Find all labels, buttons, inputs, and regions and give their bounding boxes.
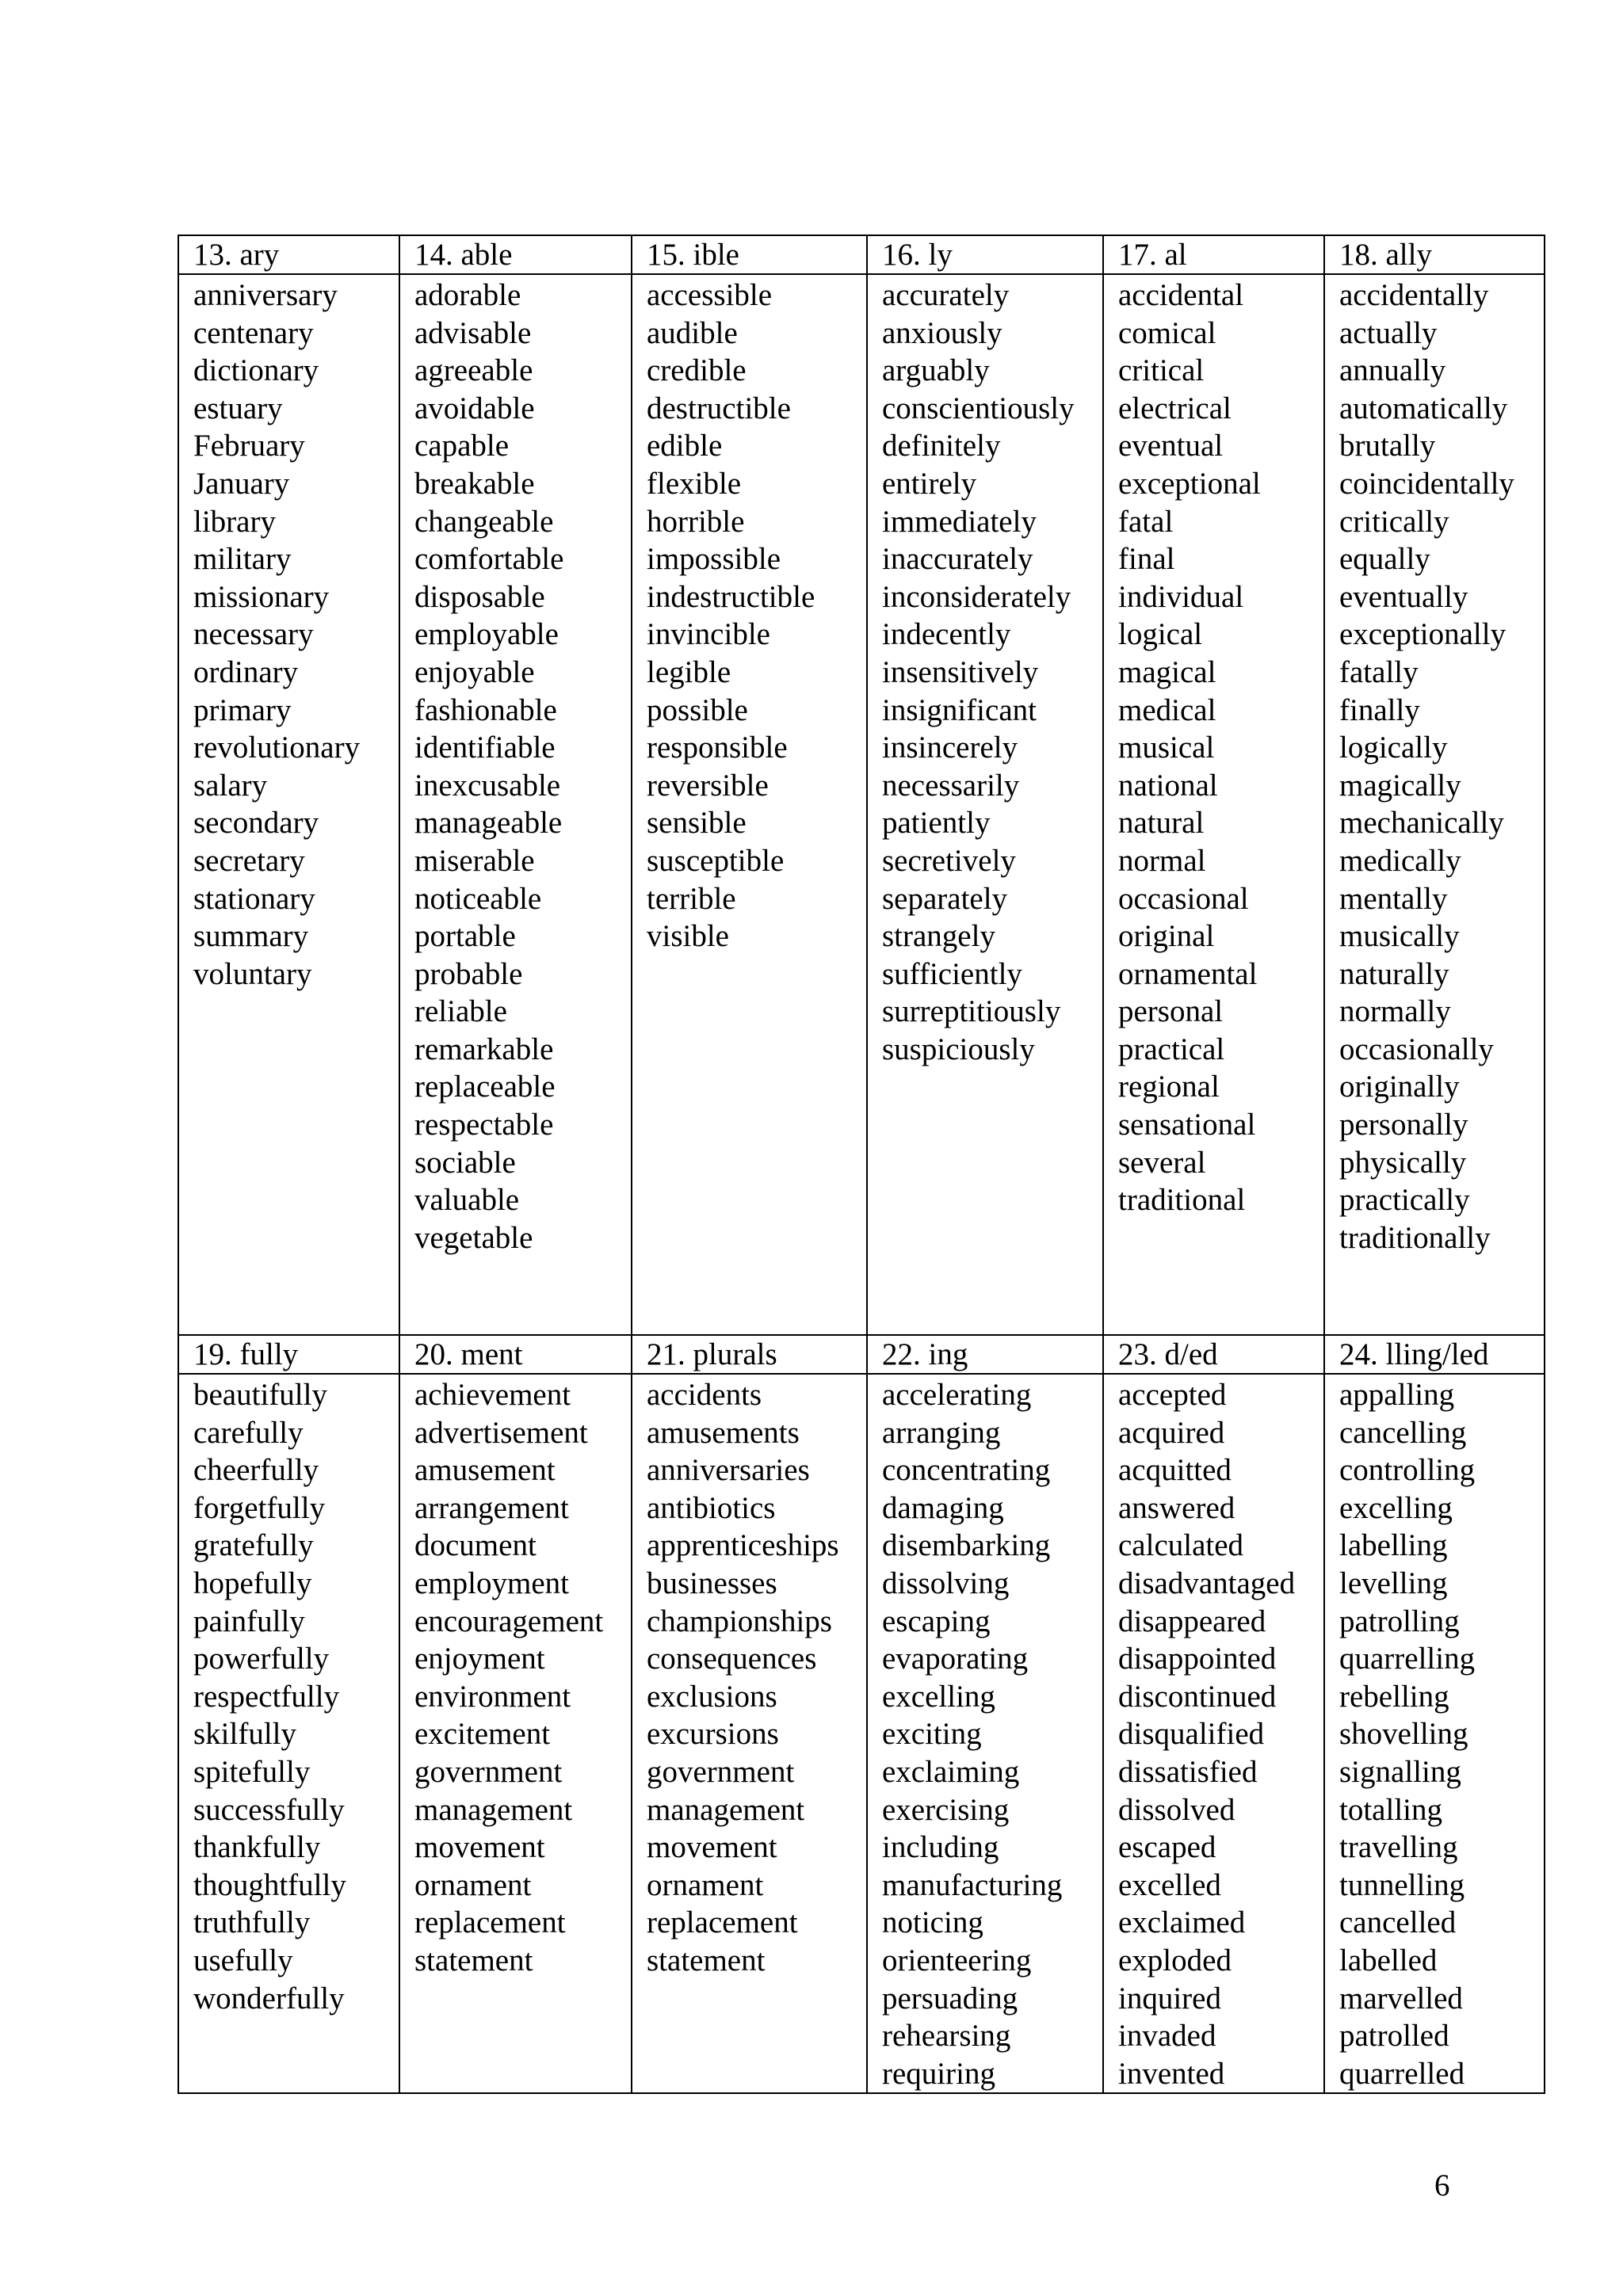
word-item: capable xyxy=(414,429,510,463)
word-item: musically xyxy=(1339,919,1460,954)
word-item: reliable xyxy=(414,994,507,1029)
word-item: cheerfully xyxy=(193,1453,319,1488)
word-item: anniversaries xyxy=(647,1453,810,1488)
word-item: sensible xyxy=(647,806,747,841)
word-item: labelling xyxy=(1339,1528,1448,1563)
word-item: calculated xyxy=(1118,1528,1244,1563)
word-item: entirely xyxy=(882,466,977,501)
word-item: manageable xyxy=(414,806,563,841)
word-item: cancelling xyxy=(1339,1415,1467,1450)
word-item: final xyxy=(1118,542,1175,577)
word-item: disappointed xyxy=(1118,1642,1277,1676)
word-list-cell xyxy=(1324,274,1545,1335)
word-item: changeable xyxy=(414,504,554,539)
word-item: escaped xyxy=(1118,1830,1216,1865)
word-item: suspiciously xyxy=(882,1032,1035,1066)
word-list-cell xyxy=(178,1374,399,2093)
word-item: primary xyxy=(193,692,292,727)
word-item: spitefully xyxy=(193,1754,311,1789)
word-item: disappeared xyxy=(1118,1604,1266,1638)
word-item: fatal xyxy=(1118,504,1174,539)
word-item: annually xyxy=(1339,353,1446,388)
word-row-2 xyxy=(178,1374,1545,2093)
word-item: several xyxy=(1118,1145,1206,1180)
word-list-cell xyxy=(867,274,1103,1335)
word-item: hopefully xyxy=(193,1566,312,1600)
word-item: disembarking xyxy=(882,1528,1051,1563)
word-item: appalling xyxy=(1339,1378,1455,1412)
word-item: answered xyxy=(1118,1490,1235,1525)
column-header: 19. fully xyxy=(178,1335,399,1374)
word-list-cell xyxy=(399,274,632,1335)
word-item: occasionally xyxy=(1339,1032,1494,1066)
word-item: accessible xyxy=(647,278,773,312)
word-item: visible xyxy=(647,919,729,954)
word-item: achievement xyxy=(414,1378,571,1412)
word-item: signalling xyxy=(1339,1754,1461,1789)
spelling-table xyxy=(178,235,1545,2094)
word-item: inexcusable xyxy=(414,768,561,803)
word-item: strangely xyxy=(882,919,995,954)
word-item: surreptitiously xyxy=(882,994,1061,1029)
word-item: edible xyxy=(647,429,723,463)
word-item: dissolved xyxy=(1118,1792,1235,1827)
word-item: estuary xyxy=(193,391,283,425)
column-header: 14. able xyxy=(399,235,632,274)
word-item: environment xyxy=(414,1679,571,1714)
word-item: replacement xyxy=(414,1905,566,1940)
word-item: usefully xyxy=(193,1943,293,1978)
word-item: traditionally xyxy=(1339,1220,1491,1255)
word-item: requiring xyxy=(882,2056,995,2091)
word-item: respectable xyxy=(414,1108,554,1142)
word-item: credible xyxy=(647,353,747,388)
word-item: document xyxy=(414,1528,537,1563)
word-item: logically xyxy=(1339,730,1448,765)
word-item: replacement xyxy=(647,1905,798,1940)
word-item: audible xyxy=(647,315,738,350)
word-item: skilfully xyxy=(193,1717,297,1752)
word-item: consequences xyxy=(647,1642,817,1676)
word-list-cell xyxy=(1103,1374,1324,2093)
word-item: accidents xyxy=(647,1378,762,1412)
word-item: replaceable xyxy=(414,1070,556,1104)
word-item: original xyxy=(1118,919,1215,954)
word-item: advertisement xyxy=(414,1415,588,1450)
column-header: 20. ment xyxy=(399,1335,632,1374)
word-item: practical xyxy=(1118,1032,1225,1066)
word-list-cell xyxy=(632,274,867,1335)
word-item: terrible xyxy=(647,881,736,916)
word-item: movement xyxy=(414,1830,545,1865)
word-item: dictionary xyxy=(193,353,319,388)
word-item: medical xyxy=(1118,692,1216,727)
word-item: identifiable xyxy=(414,730,556,765)
word-item: invaded xyxy=(1118,2019,1216,2054)
word-list-cell xyxy=(1324,1374,1545,2093)
word-item: regional xyxy=(1118,1070,1220,1104)
word-item: insensitively xyxy=(882,654,1039,689)
column-header: 15. ible xyxy=(632,235,867,274)
word-item: sufficiently xyxy=(882,956,1022,991)
word-item: truthfully xyxy=(193,1905,311,1940)
word-item: stationary xyxy=(193,881,315,916)
word-item: eventually xyxy=(1339,579,1468,614)
column-header: 17. al xyxy=(1103,235,1324,274)
word-item: insincerely xyxy=(882,730,1018,765)
word-item: exclaiming xyxy=(882,1754,1020,1789)
word-item: comical xyxy=(1118,315,1216,350)
word-item: disposable xyxy=(414,579,545,614)
word-item: arguably xyxy=(882,353,990,388)
word-item: quarrelled xyxy=(1339,2056,1465,2091)
word-item: coincidentally xyxy=(1339,466,1514,501)
word-list-cell xyxy=(399,1374,632,2093)
word-item: powerfully xyxy=(193,1642,330,1676)
word-item: dissolving xyxy=(882,1566,1010,1600)
word-item: businesses xyxy=(647,1566,777,1600)
word-item: noticing xyxy=(882,1905,983,1940)
word-item: miserable xyxy=(414,843,535,878)
word-item: eventual xyxy=(1118,429,1224,463)
word-list-cell xyxy=(178,274,399,1335)
word-item: impossible xyxy=(647,542,781,577)
word-item: shovelling xyxy=(1339,1717,1468,1752)
word-item: indestructible xyxy=(647,579,815,614)
word-item: exceptional xyxy=(1118,466,1261,501)
word-item: secondary xyxy=(193,806,319,841)
word-item: missionary xyxy=(193,579,330,614)
word-item: automatically xyxy=(1339,391,1508,425)
word-item: persuading xyxy=(882,1981,1018,2016)
word-item: avoidable xyxy=(414,391,535,425)
word-item: actually xyxy=(1339,315,1438,350)
word-item: logical xyxy=(1118,617,1203,652)
word-item: accidentally xyxy=(1339,278,1489,312)
word-item: insignificant xyxy=(882,692,1037,727)
word-item: respectfully xyxy=(193,1679,340,1714)
word-item: orienteering xyxy=(882,1943,1032,1978)
word-item: national xyxy=(1118,768,1218,803)
word-item: reversible xyxy=(647,768,769,803)
word-item: brutally xyxy=(1339,429,1436,463)
word-item: painfully xyxy=(193,1604,305,1638)
word-item: forgetfully xyxy=(193,1490,326,1525)
word-item: wonderfully xyxy=(193,1981,345,2016)
word-item: traditional xyxy=(1118,1183,1246,1218)
word-item: breakable xyxy=(414,466,535,501)
word-item: voluntary xyxy=(193,956,312,991)
word-item: mechanically xyxy=(1339,806,1504,841)
word-item: marvelled xyxy=(1339,1981,1463,2016)
word-item: originally xyxy=(1339,1070,1460,1104)
word-item: patrolling xyxy=(1339,1604,1460,1638)
word-item: valuable xyxy=(414,1183,520,1218)
word-item: controlling xyxy=(1339,1453,1476,1488)
word-item: anxiously xyxy=(882,315,1002,350)
word-item: management xyxy=(414,1792,573,1827)
word-list-cell xyxy=(1103,274,1324,1335)
word-item: mentally xyxy=(1339,881,1448,916)
word-item: separately xyxy=(882,881,1008,916)
word-item: exploded xyxy=(1118,1943,1232,1978)
word-item: flexible xyxy=(647,466,742,501)
word-item: evaporating xyxy=(882,1642,1029,1676)
word-item: government xyxy=(414,1754,563,1789)
word-item: arrangement xyxy=(414,1490,569,1525)
word-item: ornamental xyxy=(1118,956,1258,991)
word-item: medically xyxy=(1339,843,1461,878)
word-list-cell xyxy=(632,1374,867,2093)
word-item: inconsiderately xyxy=(882,579,1071,614)
word-item: individual xyxy=(1118,579,1244,614)
word-item: advisable xyxy=(414,315,532,350)
word-item: practically xyxy=(1339,1183,1470,1218)
word-item: employment xyxy=(414,1566,569,1600)
word-item: conscientiously xyxy=(882,391,1075,425)
word-item: invented xyxy=(1118,2056,1225,2091)
word-item: disqualified xyxy=(1118,1717,1265,1752)
word-item: ordinary xyxy=(193,654,299,689)
word-row-1 xyxy=(178,274,1545,1335)
word-item: tunnelling xyxy=(1339,1867,1465,1902)
word-item: responsible xyxy=(647,730,788,765)
word-item: amusement xyxy=(414,1453,556,1488)
word-item: fatally xyxy=(1339,654,1419,689)
word-item: excelling xyxy=(1339,1490,1453,1525)
word-item: antibiotics xyxy=(647,1490,776,1525)
word-item: secretary xyxy=(193,843,305,878)
word-item: comfortable xyxy=(414,542,564,577)
word-item: vegetable xyxy=(414,1220,533,1255)
word-item: excelling xyxy=(882,1679,995,1714)
word-item: gratefully xyxy=(193,1528,314,1563)
word-item: excelled xyxy=(1118,1867,1221,1902)
word-item: normally xyxy=(1339,994,1451,1029)
word-item: January xyxy=(193,466,290,501)
word-item: enjoyment xyxy=(414,1642,545,1676)
word-item: levelling xyxy=(1339,1566,1448,1600)
word-item: magical xyxy=(1118,654,1216,689)
word-item: immediately xyxy=(882,504,1037,539)
word-item: enjoyable xyxy=(414,654,535,689)
column-header: 18. ally xyxy=(1324,235,1545,274)
word-item: indecently xyxy=(882,617,1011,652)
word-item: February xyxy=(193,429,305,463)
column-header: 16. ly xyxy=(867,235,1103,274)
word-item: apprenticeships xyxy=(647,1528,839,1563)
word-item: totalling xyxy=(1339,1792,1442,1827)
word-item: personal xyxy=(1118,994,1224,1029)
word-item: statement xyxy=(647,1943,766,1978)
word-item: critically xyxy=(1339,504,1449,539)
word-item: sensational xyxy=(1118,1108,1256,1142)
column-header: 23. d/ed xyxy=(1103,1335,1324,1374)
word-item: inaccurately xyxy=(882,542,1033,577)
word-item: amusements xyxy=(647,1415,800,1450)
word-item: management xyxy=(647,1792,805,1827)
word-item: discontinued xyxy=(1118,1679,1277,1714)
word-item: centenary xyxy=(193,315,314,350)
word-item: natural xyxy=(1118,806,1205,841)
word-item: noticeable xyxy=(414,881,542,916)
word-item: revolutionary xyxy=(193,730,361,765)
word-item: thoughtfully xyxy=(193,1867,346,1902)
page-number: 6 xyxy=(1434,2168,1450,2203)
header-row-1 xyxy=(178,235,1545,274)
word-item: portable xyxy=(414,919,516,954)
word-item: magically xyxy=(1339,768,1461,803)
word-item: acquired xyxy=(1118,1415,1225,1450)
word-item: employable xyxy=(414,617,559,652)
word-item: musical xyxy=(1118,730,1215,765)
word-item: military xyxy=(193,542,292,577)
word-item: acquitted xyxy=(1118,1453,1232,1488)
word-item: possible xyxy=(647,692,748,727)
word-item: occasional xyxy=(1118,881,1249,916)
word-item: statement xyxy=(414,1943,533,1978)
word-item: anniversary xyxy=(193,278,338,312)
word-item: escaping xyxy=(882,1604,991,1638)
word-item: successfully xyxy=(193,1792,345,1827)
word-item: arranging xyxy=(882,1415,1001,1450)
word-item: exercising xyxy=(882,1792,1010,1827)
word-item: concentrating xyxy=(882,1453,1051,1488)
word-item: critical xyxy=(1118,353,1205,388)
word-item: travelling xyxy=(1339,1830,1458,1865)
word-item: definitely xyxy=(882,429,1001,463)
word-item: exclusions xyxy=(647,1679,777,1714)
word-item: salary xyxy=(193,768,268,803)
word-item: exceptionally xyxy=(1339,617,1507,652)
word-item: agreeable xyxy=(414,353,533,388)
word-item: cancelled xyxy=(1339,1905,1457,1940)
word-item: library xyxy=(193,504,276,539)
word-item: movement xyxy=(647,1830,777,1865)
word-item: necessarily xyxy=(882,768,1020,803)
word-item: electrical xyxy=(1118,391,1232,425)
word-item: damaging xyxy=(882,1490,1004,1525)
word-item: manufacturing xyxy=(882,1867,1063,1902)
word-item: encouragement xyxy=(414,1604,604,1638)
column-header: 21. plurals xyxy=(632,1335,867,1374)
word-item: championships xyxy=(647,1604,832,1638)
word-item: inquired xyxy=(1118,1981,1221,2016)
word-item: patrolled xyxy=(1339,2019,1449,2054)
column-header: 22. ing xyxy=(867,1335,1103,1374)
word-item: carefully xyxy=(193,1415,304,1450)
word-item: patiently xyxy=(882,806,991,841)
word-item: remarkable xyxy=(414,1032,554,1066)
word-item: rehearsing xyxy=(882,2019,1011,2054)
word-item: beautifully xyxy=(193,1378,327,1412)
word-item: adorable xyxy=(414,278,521,312)
word-item: excursions xyxy=(647,1717,779,1752)
word-item: normal xyxy=(1118,843,1206,878)
word-item: government xyxy=(647,1754,795,1789)
word-item: including xyxy=(882,1830,999,1865)
word-item: necessary xyxy=(193,617,314,652)
word-item: personally xyxy=(1339,1108,1468,1142)
word-item: destructible xyxy=(647,391,791,425)
word-item: excitement xyxy=(414,1717,551,1752)
word-item: equally xyxy=(1339,542,1430,577)
word-item: legible xyxy=(647,654,731,689)
word-list-cell xyxy=(867,1374,1103,2093)
word-item: ornament xyxy=(414,1867,532,1902)
header-row-2 xyxy=(178,1335,1545,1374)
column-header: 24. lling/led xyxy=(1324,1335,1545,1374)
word-item: rebelling xyxy=(1339,1679,1449,1714)
word-item: accepted xyxy=(1118,1378,1227,1412)
word-item: accelerating xyxy=(882,1378,1032,1412)
word-item: disadvantaged xyxy=(1118,1566,1296,1600)
column-header: 13. ary xyxy=(178,235,399,274)
word-item: horrible xyxy=(647,504,745,539)
word-item: exclaimed xyxy=(1118,1905,1246,1940)
word-item: dissatisfied xyxy=(1118,1754,1258,1789)
word-item: accidental xyxy=(1118,278,1244,312)
word-item: labelled xyxy=(1339,1943,1438,1978)
word-item: secretively xyxy=(882,843,1016,878)
word-item: exciting xyxy=(882,1717,982,1752)
word-item: probable xyxy=(414,956,523,991)
word-item: sociable xyxy=(414,1145,516,1180)
word-item: quarrelling xyxy=(1339,1642,1476,1676)
word-item: thankfully xyxy=(193,1830,321,1865)
word-item: naturally xyxy=(1339,956,1449,991)
word-item: finally xyxy=(1339,692,1420,727)
word-item: physically xyxy=(1339,1145,1467,1180)
word-item: ornament xyxy=(647,1867,764,1902)
word-item: fashionable xyxy=(414,692,557,727)
word-item: susceptible xyxy=(647,843,785,878)
word-item: summary xyxy=(193,919,309,954)
word-item: accurately xyxy=(882,278,1010,312)
word-item: invincible xyxy=(647,617,770,652)
